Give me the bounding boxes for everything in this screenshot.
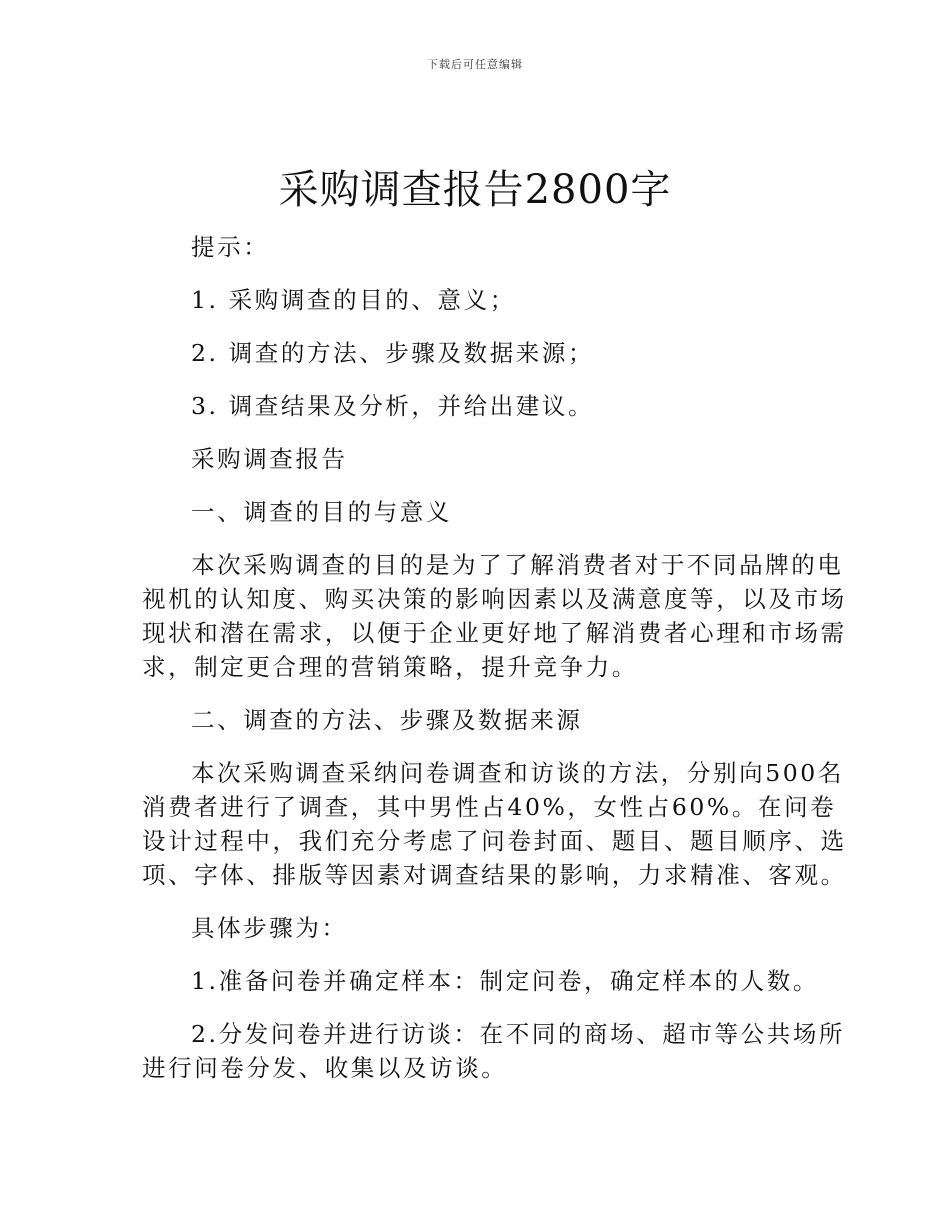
paragraph-1-line-3: 现状和潜在需求，以便于企业更好地了解消费者心理和市场需 — [142, 619, 847, 647]
header-note: 下载后可任意编辑 — [427, 58, 523, 71]
paragraph-1-line-1: 本次采购调查的目的是为了了解消费者对于不同品牌的电 — [191, 551, 844, 579]
report-heading: 采购调查报告 — [191, 445, 348, 473]
step-2-line-2: 进行问卷分发、收集以及访谈。 — [142, 1054, 508, 1082]
prompt-label: 提示： — [191, 233, 270, 261]
document-title: 采购调查报告2800字 — [278, 167, 672, 213]
prompt-item-1: 1. 采购调查的目的、意义； — [191, 286, 516, 314]
paragraph-2-line-4: 项、字体、排版等因素对调查结果的影响，力求精准、客观。 — [142, 861, 847, 889]
steps-heading: 具体步骤为： — [191, 914, 348, 942]
paragraph-2-line-3: 设计过程中，我们充分考虑了问卷封面、题目、题目顺序、选 — [142, 827, 847, 855]
document-body — [142, 233, 847, 1082]
paragraph-2-line-1: 本次采购调查采纳问卷调查和访谈的方法，分别向500名 — [191, 759, 844, 787]
paragraph-1-line-4: 求，制定更合理的营销策略，提升竞争力。 — [142, 653, 638, 681]
prompt-item-3: 3. 调查结果及分析，并给出建议。 — [191, 392, 595, 420]
prompt-item-2: 2. 调查的方法、步骤及数据来源； — [191, 339, 595, 367]
step-2-line-1: 2.分发问卷并进行访谈：在不同的商场、超市等公共场所 — [191, 1020, 846, 1048]
paragraph-1-line-2: 视机的认知度、购买决策的影响因素以及满意度等，以及市场 — [142, 585, 847, 613]
section-heading-1: 一、调查的目的与意义 — [191, 498, 452, 526]
paragraph-2-line-2: 消费者进行了调查，其中男性占40%，女性占60%。在问卷 — [142, 793, 837, 821]
step-1: 1.准备问卷并确定样本：制定问卷，确定样本的人数。 — [191, 967, 819, 995]
section-heading-2: 二、调查的方法、步骤及数据来源 — [191, 706, 583, 734]
